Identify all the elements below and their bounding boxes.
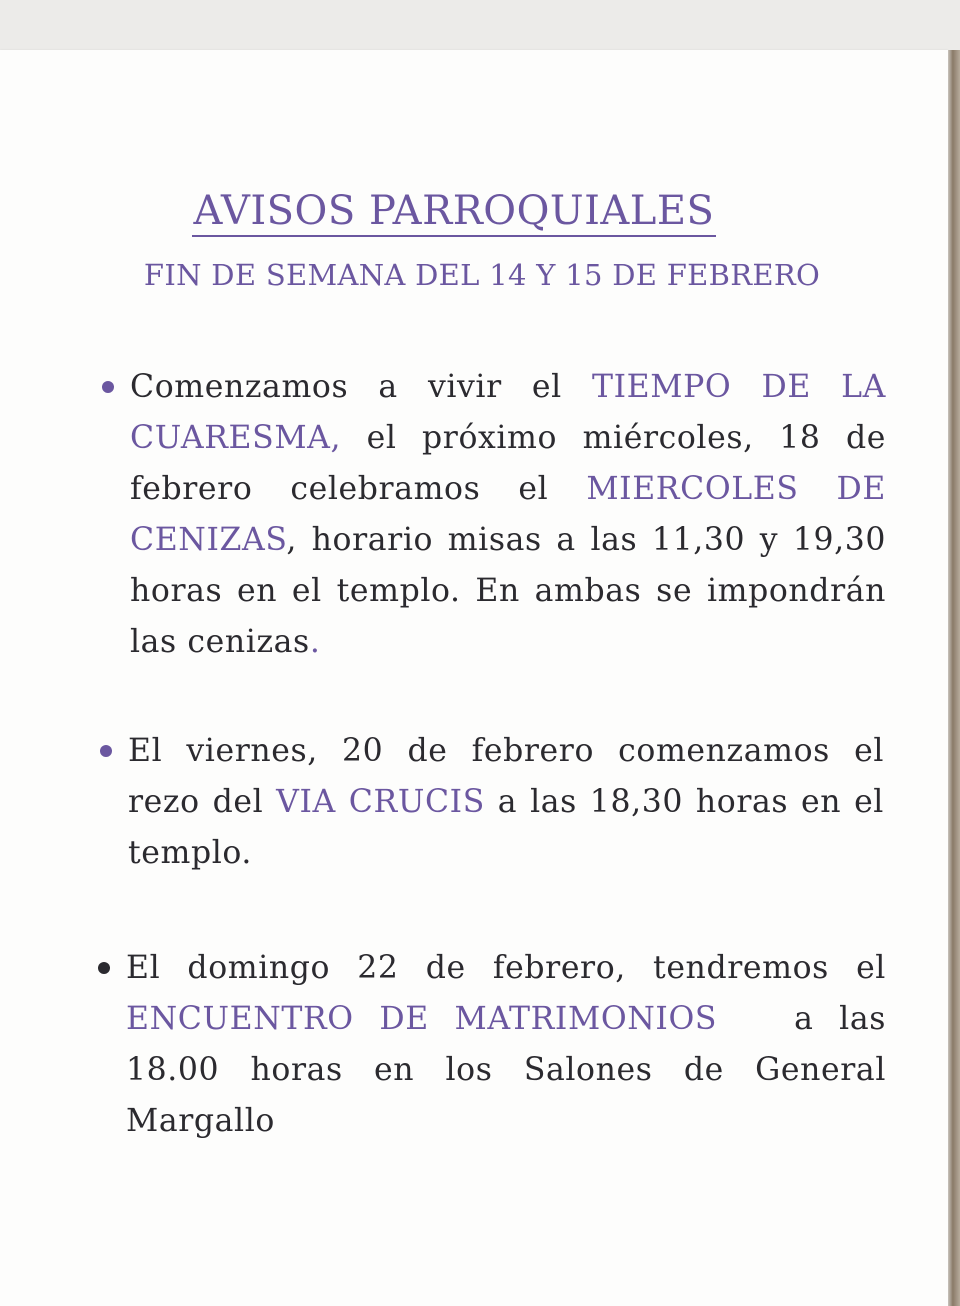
- highlight-encuentro-matrimonios: ENCUENTRO DE MATRIMONIOS: [126, 1001, 718, 1037]
- bullet-icon: [98, 962, 110, 974]
- notice-title: [0, 188, 908, 234]
- bullet-icon: [102, 381, 114, 393]
- notice-title-text: AVISOS PARROQUIALES: [192, 188, 717, 237]
- notice-item-lent: Comenzamos a vivir el TIEMPO DE LA CUARESMA, el próximo miércoles, 18 de febrero celebramos el MIERCOLES DE CENIZAS, horario misas a las 11,30 y 19,30 horas en el templo. En ambas se impondrán las cenizas.: [130, 362, 886, 668]
- bullet-icon: [100, 745, 112, 757]
- paper-edge: [948, 50, 960, 1306]
- notice-subtitle: FIN DE SEMANA DEL 14 Y 15 DE FEBRERO: [143, 258, 821, 292]
- highlight-via-crucis: VIA CRUCIS: [276, 784, 485, 820]
- notice-item-via-crucis: El viernes, 20 de febrero comenzamos el rezo del VIA CRUCIS a las 18,30 horas en el templo.: [128, 726, 884, 879]
- notice-item-matrimonios: El domingo 22 de febrero, tendremos el ENCUENTRO DE MATRIMONIOS a las 18.00 horas en los Salones de General Margallo: [126, 943, 886, 1147]
- highlight-miercoles-cenizas: MIERCOLES DE CENIZAS: [130, 471, 886, 558]
- highlight-tiempo-cuaresma: TIEMPO DE LA CUARESMA,: [130, 369, 886, 456]
